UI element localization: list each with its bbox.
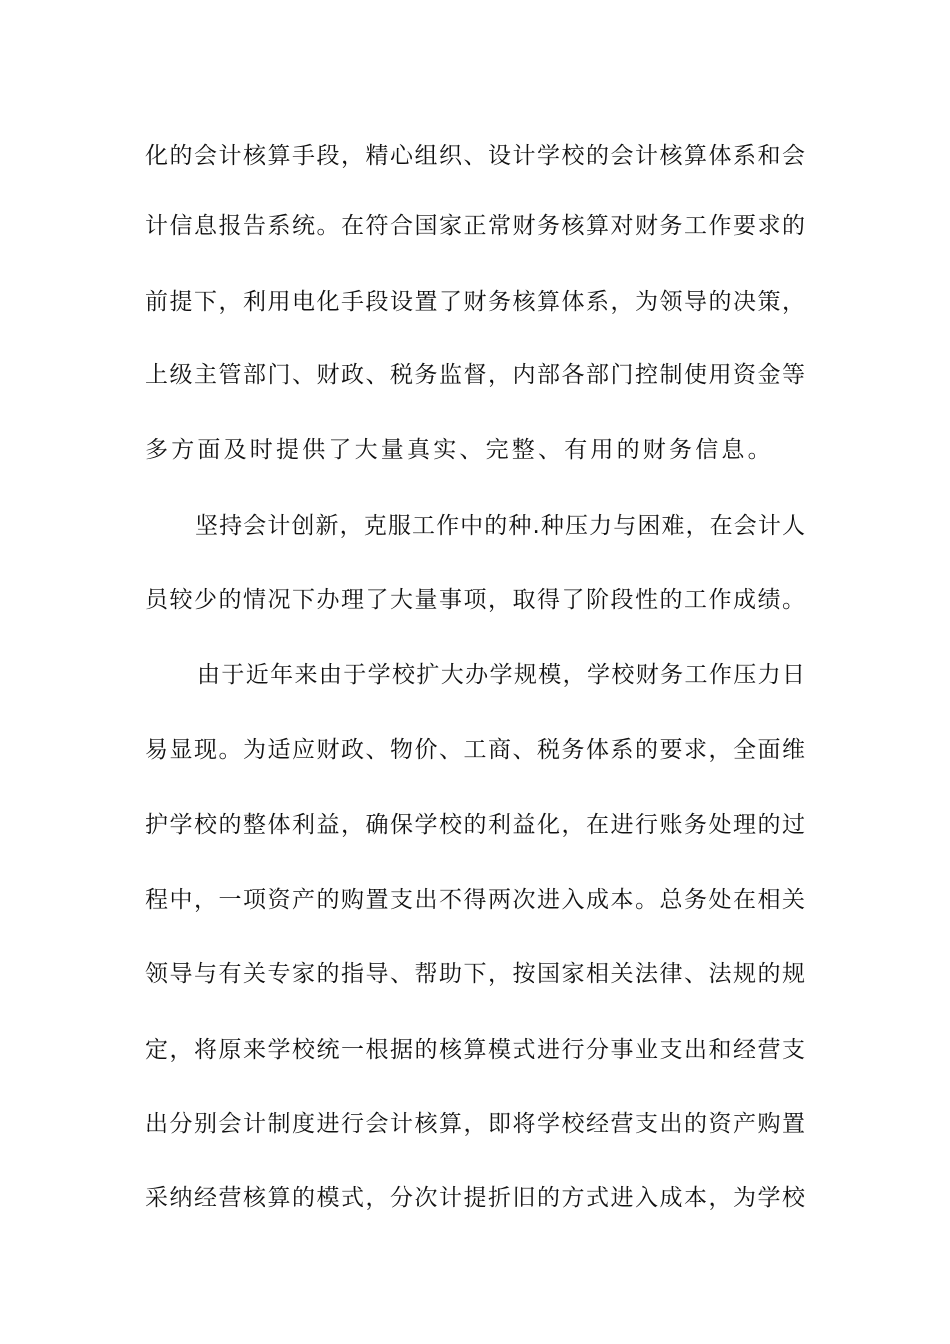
text-line-14: 出分别会计制度进行会计核算，即将学校经营支出的资产购置 (145, 1111, 805, 1137)
text-line-9: 易显现。为适应财政、物价、工商、税务体系的要求，全面维 (145, 737, 805, 763)
text-line-2: 计信息报告系统。在符合国家正常财务核算对财务工作要求的 (145, 213, 805, 239)
text-line-11: 程中，一项资产的购置支出不得两次进入成本。总务处在相关 (145, 887, 805, 913)
text-line-7: 员较少的情况下办理了大量事项，取得了阶段性的工作成绩。 (145, 587, 805, 613)
text-line-8: 由于近年来由于学校扩大办学规模，学校财务工作压力日 (197, 662, 805, 688)
text-line-6: 坚持会计创新，克服工作中的种.种压力与困难，在会计人 (195, 513, 805, 539)
text-line-3: 前提下，利用电化手段设置了财务核算体系，为领导的决策， (145, 289, 805, 315)
text-line-4: 上级主管部门、财政、税务监督，内部各部门控制使用资金等 (145, 362, 805, 388)
text-line-12: 领导与有关专家的指导、帮助下，按国家相关法律、法规的规 (145, 961, 805, 987)
text-line-5: 多方面及时提供了大量真实、完整、有用的财务信息。 (145, 437, 774, 463)
text-line-15: 采纳经营核算的模式，分次计提折旧的方式进入成本，为学校 (145, 1185, 805, 1211)
text-line-1: 化的会计核算手段，精心组织、设计学校的会计核算体系和会 (145, 143, 805, 169)
text-line-10: 护学校的整体利益，确保学校的利益化，在进行账务处理的过 (145, 812, 805, 838)
text-line-13: 定，将原来学校统一根据的核算模式进行分事业支出和经营支 (145, 1037, 805, 1063)
